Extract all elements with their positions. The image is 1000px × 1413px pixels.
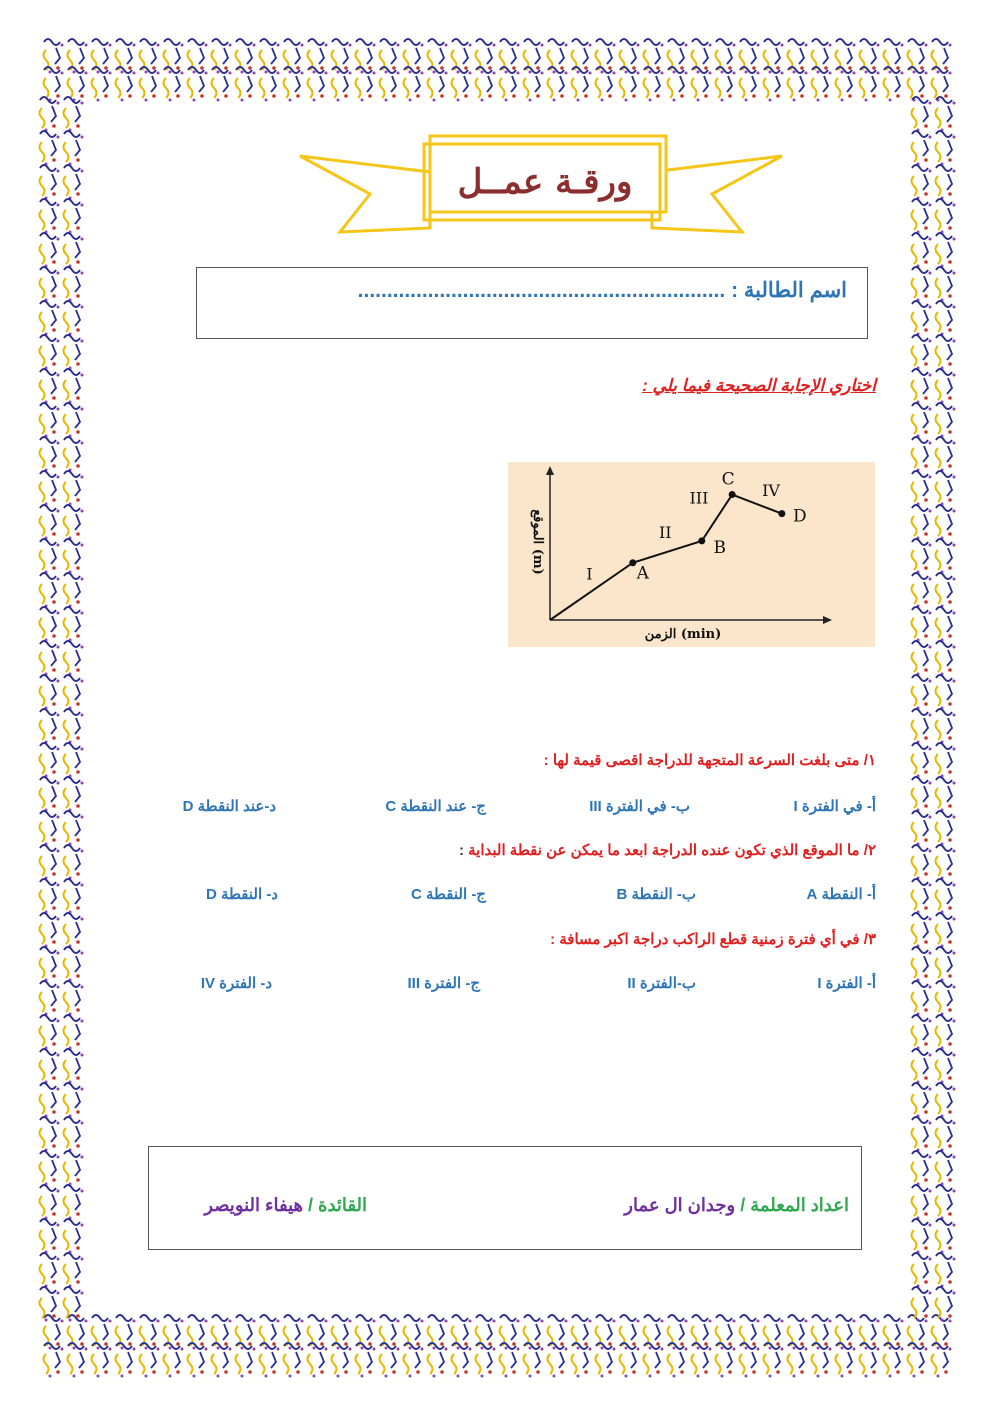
confetti-ornament: [64, 403, 84, 438]
confetti-ornament: [64, 947, 84, 982]
confetti-ornament: [740, 67, 760, 102]
confetti-ornament: [912, 131, 932, 166]
confetti-ornament: [936, 369, 956, 404]
point-label-D: D: [793, 506, 807, 527]
instruction-heading: اختاري الإجابة الصحيحة فيما يلي :: [642, 376, 876, 395]
question-2-text: ٢/ ما الموقع الذي تكون عنده الدراجة ابعد ما يمكن عن نقطة البداية: [468, 842, 876, 859]
confetti-ornament: [936, 1049, 956, 1084]
confetti-ornament: [936, 233, 956, 268]
point-label-A: A: [636, 563, 649, 584]
confetti-ornament: [936, 539, 956, 574]
confetti-ornament: [236, 67, 256, 102]
confetti-ornament: [936, 267, 956, 302]
confetti-ornament: [912, 743, 932, 778]
confetti-ornament: [788, 1343, 808, 1378]
confetti-ornament: [64, 233, 84, 268]
confetti-ornament: [64, 811, 84, 846]
confetti-ornament: [596, 1343, 616, 1378]
confetti-ornament: [40, 1253, 60, 1288]
confetti-ornament: [92, 1343, 112, 1378]
confetti-ornament: [260, 1343, 280, 1378]
confetti-ornament: [40, 335, 60, 370]
confetti-ornament: [936, 1117, 956, 1152]
confetti-ornament: [668, 67, 688, 102]
confetti-ornament: [64, 573, 84, 608]
confetti-ornament: [116, 1343, 136, 1378]
confetti-ornament: [40, 947, 60, 982]
teacher-role: اعداد المعلمة /: [740, 1195, 849, 1215]
confetti-ornament: [936, 845, 956, 880]
confetti-ornament: [936, 1151, 956, 1186]
confetti-ornament: [40, 301, 60, 336]
confetti-ornament: [164, 1343, 184, 1378]
confetti-ornament: [936, 981, 956, 1016]
confetti-ornament: [212, 1343, 232, 1378]
principal-credit: [204, 1195, 367, 1216]
confetti-ornament: [68, 67, 88, 102]
q2-option-c[interactable]: ج- النقطة C: [410, 886, 486, 903]
confetti-ornament: [40, 267, 60, 302]
confetti-ornament: [912, 539, 932, 574]
interval-label-IV: IV: [762, 481, 780, 501]
confetti-ornament: [936, 437, 956, 472]
confetti-ornament: [936, 879, 956, 914]
confetti-ornament: [936, 1287, 956, 1322]
confetti-ornament: [936, 1253, 956, 1288]
confetti-ornament: [164, 67, 184, 102]
confetti-ornament: [64, 1253, 84, 1288]
confetti-ornament: [912, 369, 932, 404]
confetti-ornament: [40, 1049, 60, 1084]
confetti-ornament: [140, 67, 160, 102]
interval-label-II: II: [658, 522, 672, 542]
confetti-ornament: [64, 539, 84, 574]
student-name-row: [358, 278, 847, 303]
confetti-ornament: [936, 675, 956, 710]
confetti-ornament: [64, 607, 84, 642]
q3-option-a[interactable]: أ- الفترة I: [817, 975, 876, 992]
student-name-label: اسم الطالبة :: [731, 279, 847, 302]
confetti-ornament: [64, 1185, 84, 1220]
confetti-ornament: [64, 1049, 84, 1084]
confetti-ornament: [40, 199, 60, 234]
confetti-ornament: [40, 1083, 60, 1118]
confetti-ornament: [404, 1343, 424, 1378]
confetti-ornament: [912, 1015, 932, 1050]
confetti-ornament: [64, 913, 84, 948]
confetti-ornament: [428, 1343, 448, 1378]
confetti-ornament: [912, 811, 932, 846]
confetti-ornament: [764, 1343, 784, 1378]
confetti-ornament: [64, 709, 84, 744]
interval-label-I: I: [586, 564, 593, 584]
confetti-ornament: [644, 1343, 664, 1378]
teacher-credit: [624, 1195, 849, 1216]
confetti-ornament: [912, 199, 932, 234]
confetti-ornament: [936, 97, 956, 132]
confetti-ornament: [40, 981, 60, 1016]
confetti-ornament: [64, 165, 84, 200]
confetti-ornament: [912, 1151, 932, 1186]
confetti-ornament: [64, 1219, 84, 1254]
confetti-ornament: [788, 67, 808, 102]
confetti-ornament: [936, 505, 956, 540]
confetti-ornament: [64, 301, 84, 336]
confetti-ornament: [936, 573, 956, 608]
confetti-ornament: [936, 165, 956, 200]
confetti-ornament: [40, 913, 60, 948]
confetti-ornament: [40, 879, 60, 914]
data-point-B: [698, 537, 705, 544]
data-point-A: [629, 559, 636, 566]
confetti-ornament: [912, 1253, 932, 1288]
confetti-ornament: [912, 845, 932, 880]
principal-name: هيفاء النويصر: [204, 1195, 304, 1215]
confetti-ornament: [380, 1343, 400, 1378]
confetti-ornament: [40, 1015, 60, 1050]
confetti-ornament: [912, 1219, 932, 1254]
confetti-ornament: [936, 743, 956, 778]
confetti-ornament: [936, 1083, 956, 1118]
confetti-ornament: [188, 1343, 208, 1378]
confetti-ornament: [64, 879, 84, 914]
confetti-ornament: [936, 709, 956, 744]
confetti-ornament: [40, 539, 60, 574]
confetti-ornament: [936, 199, 956, 234]
confetti-ornament: [912, 607, 932, 642]
confetti-ornament: [764, 67, 784, 102]
confetti-ornament: [40, 709, 60, 744]
confetti-ornament: [64, 1083, 84, 1118]
confetti-ornament: [44, 1343, 64, 1378]
confetti-ornament: [284, 67, 304, 102]
confetti-ornament: [936, 913, 956, 948]
q1-option-b[interactable]: ب- في الفترة III: [589, 798, 690, 815]
confetti-ornament: [812, 67, 832, 102]
principal-role: القائدة /: [308, 1195, 367, 1215]
confetti-ornament: [860, 1343, 880, 1378]
confetti-ornament: [524, 1343, 544, 1378]
confetti-ornament: [716, 1343, 736, 1378]
confetti-ornament: [912, 505, 932, 540]
confetti-ornament: [452, 1343, 472, 1378]
confetti-ornament: [912, 709, 932, 744]
confetti-ornament: [284, 1343, 304, 1378]
confetti-ornament: [64, 845, 84, 880]
confetti-ornament: [40, 131, 60, 166]
confetti-ornament: [572, 1343, 592, 1378]
confetti-ornament: [140, 1343, 160, 1378]
confetti-ornament: [64, 471, 84, 506]
confetti-ornament: [476, 1343, 496, 1378]
confetti-ornament: [64, 981, 84, 1016]
confetti-ornament: [40, 573, 60, 608]
teacher-name: وجدان ال عمار: [624, 1195, 736, 1215]
question-2-colon: :: [458, 842, 464, 859]
confetti-ornament: [64, 335, 84, 370]
confetti-ornament: [912, 165, 932, 200]
confetti-ornament: [500, 1343, 520, 1378]
confetti-ornament: [912, 437, 932, 472]
confetti-ornament: [64, 199, 84, 234]
confetti-ornament: [40, 675, 60, 710]
student-name-box: [196, 267, 868, 339]
confetti-ornament: [912, 1185, 932, 1220]
confetti-ornament: [40, 97, 60, 132]
confetti-ornament: [40, 743, 60, 778]
confetti-ornament: [912, 1049, 932, 1084]
confetti-ornament: [912, 947, 932, 982]
confetti-ornament: [912, 267, 932, 302]
worksheet-title: ورقـة عمــل: [457, 162, 633, 202]
confetti-ornament: [644, 67, 664, 102]
confetti-ornament: [260, 67, 280, 102]
confetti-ornament: [116, 67, 136, 102]
confetti-ornament: [64, 1117, 84, 1152]
confetti-ornament: [912, 1083, 932, 1118]
confetti-ornament: [524, 67, 544, 102]
confetti-ornament: [40, 165, 60, 200]
q1-option-a[interactable]: أ- في الفترة I: [793, 798, 876, 815]
confetti-ornament: [936, 641, 956, 676]
confetti-ornament: [500, 67, 520, 102]
confetti-ornament: [936, 131, 956, 166]
confetti-ornament: [836, 67, 856, 102]
confetti-ornament: [572, 67, 592, 102]
confetti-ornament: [912, 981, 932, 1016]
confetti-ornament: [64, 1151, 84, 1186]
confetti-ornament: [912, 471, 932, 506]
confetti-ornament: [308, 1343, 328, 1378]
q1-option-c[interactable]: ج- عند النقطة C: [385, 798, 486, 815]
confetti-ornament: [64, 97, 84, 132]
q1-option-d[interactable]: د-عند النقطة D: [182, 798, 276, 815]
confetti-ornament: [548, 1343, 568, 1378]
confetti-ornament: [936, 1219, 956, 1254]
confetti-ornament: [64, 675, 84, 710]
confetti-ornament: [92, 67, 112, 102]
confetti-ornament: [40, 845, 60, 880]
confetti-ornament: [44, 67, 64, 102]
confetti-ornament: [936, 947, 956, 982]
confetti-ornament: [936, 403, 956, 438]
confetti-ornament: [356, 67, 376, 102]
confetti-ornament: [912, 913, 932, 948]
confetti-ornament: [912, 301, 932, 336]
confetti-ornament: [40, 505, 60, 540]
confetti-ornament: [428, 67, 448, 102]
confetti-ornament: [356, 1343, 376, 1378]
confetti-ornament: [64, 1015, 84, 1050]
confetti-ornament: [936, 335, 956, 370]
confetti-ornament: [40, 471, 60, 506]
data-point-D: [778, 510, 785, 517]
confetti-ornament: [912, 233, 932, 268]
confetti-ornament: [380, 67, 400, 102]
confetti-ornament: [236, 1343, 256, 1378]
confetti-ornament: [884, 67, 904, 102]
confetti-ornament: [936, 471, 956, 506]
confetti-ornament: [912, 777, 932, 812]
point-label-B: B: [713, 537, 727, 558]
confetti-ornament: [64, 505, 84, 540]
position-time-chart: [508, 462, 875, 647]
q2-option-b[interactable]: ب- النقطة B: [616, 886, 696, 903]
q3-option-d[interactable]: د- الفترة IV: [200, 975, 272, 992]
question-3: ٣/ في أي فترة زمنية قطع الراكب دراجة اكبر مسافة :: [550, 931, 876, 948]
confetti-ornament: [476, 67, 496, 102]
confetti-ornament: [912, 1117, 932, 1152]
student-name-field[interactable]: ...............................................................: [357, 279, 726, 302]
confetti-ornament: [716, 67, 736, 102]
confetti-ornament: [740, 1343, 760, 1378]
confetti-ornament: [912, 97, 932, 132]
confetti-ornament: [40, 1151, 60, 1186]
confetti-ornament: [596, 67, 616, 102]
confetti-ornament: [40, 1117, 60, 1152]
confetti-ornament: [548, 67, 568, 102]
confetti-ornament: [40, 641, 60, 676]
confetti-ornament: [40, 811, 60, 846]
confetti-ornament: [692, 1343, 712, 1378]
confetti-ornament: [212, 67, 232, 102]
confetti-ornament: [64, 743, 84, 778]
confetti-ornament: [936, 607, 956, 642]
confetti-ornament: [912, 879, 932, 914]
confetti-ornament: [64, 369, 84, 404]
confetti-ornament: [40, 403, 60, 438]
point-label-C: C: [721, 469, 735, 490]
confetti-ornament: [620, 1343, 640, 1378]
confetti-ornament: [452, 67, 472, 102]
confetti-ornament: [40, 1219, 60, 1254]
interval-label-III: III: [689, 488, 709, 508]
data-point-C: [729, 491, 736, 498]
confetti-ornament: [40, 233, 60, 268]
confetti-ornament: [64, 131, 84, 166]
confetti-ornament: [936, 1015, 956, 1050]
confetti-ornament: [332, 1343, 352, 1378]
confetti-ornament: [912, 1287, 932, 1322]
confetti-ornament: [40, 607, 60, 642]
credits-box: [148, 1146, 862, 1250]
confetti-ornament: [40, 369, 60, 404]
confetti-ornament: [936, 777, 956, 812]
confetti-ornament: [40, 437, 60, 472]
confetti-ornament: [64, 267, 84, 302]
confetti-ornament: [860, 67, 880, 102]
confetti-ornament: [912, 641, 932, 676]
confetti-ornament: [884, 1343, 904, 1378]
confetti-ornament: [936, 301, 956, 336]
confetti-ornament: [64, 437, 84, 472]
confetti-ornament: [308, 67, 328, 102]
confetti-ornament: [912, 403, 932, 438]
confetti-ornament: [188, 67, 208, 102]
y-axis-label: الموقع (m): [530, 509, 545, 575]
confetti-ornament: [40, 1185, 60, 1220]
confetti-ornament: [668, 1343, 688, 1378]
confetti-ornament: [912, 335, 932, 370]
confetti-ornament: [620, 67, 640, 102]
confetti-ornament: [912, 675, 932, 710]
confetti-ornament: [908, 1343, 928, 1378]
confetti-ornament: [64, 641, 84, 676]
q3-option-c[interactable]: ج- الفترة III: [407, 975, 480, 992]
question-1: ١/ متى بلغت السرعة المتجهة للدراجة اقصى قيمة لها :: [543, 752, 876, 769]
q2-option-d[interactable]: د- النقطة D: [205, 886, 278, 903]
confetti-ornament: [936, 1185, 956, 1220]
confetti-ornament: [68, 1343, 88, 1378]
confetti-ornament: [64, 777, 84, 812]
confetti-ornament: [332, 67, 352, 102]
q2-option-a[interactable]: أ- النقطة A: [806, 886, 876, 903]
confetti-ornament: [40, 777, 60, 812]
question-2: [459, 841, 876, 859]
confetti-ornament: [932, 1343, 952, 1378]
confetti-ornament: [692, 67, 712, 102]
q3-option-b[interactable]: ب-الفترة II: [627, 975, 696, 992]
confetti-ornament: [812, 1343, 832, 1378]
x-axis-label: الزمن (min): [644, 627, 722, 642]
confetti-ornament: [404, 67, 424, 102]
confetti-ornament: [936, 811, 956, 846]
confetti-ornament: [836, 1343, 856, 1378]
confetti-ornament: [912, 573, 932, 608]
